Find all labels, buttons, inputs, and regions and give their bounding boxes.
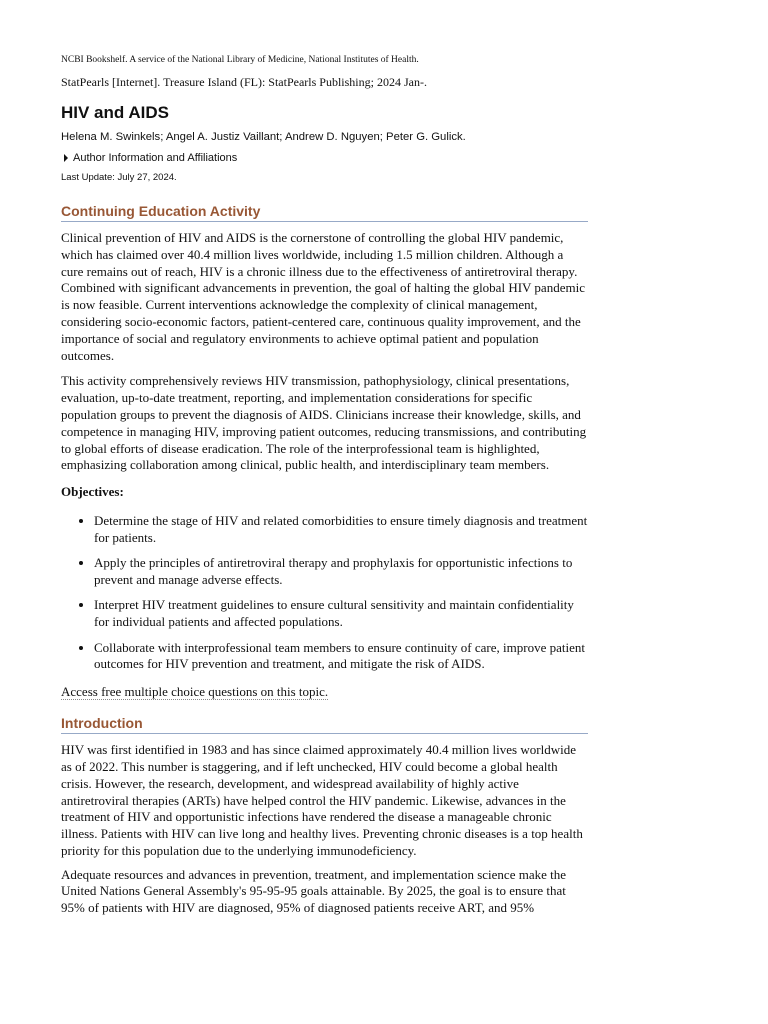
cea-paragraph: This activity comprehensively reviews HIV transmission, pathophysiology, clinical presentations, evaluation, up-to-date treatment, reporting, and implementation considerations for specific population groups to prevent the diagnosis of AIDS. Clinicians increase their knowledge, skills, and competence in managing HIV, improving patient outcomes, reducing transmissions, and contributing to global efforts of disease eradication. The role of the interprofessional team is highlighted, emphasizing collaboration among clinical, public health, and interdisciplinary team members.: [61, 373, 587, 473]
mcq-link[interactable]: Access free multiple choice questions on this topic.: [61, 684, 329, 700]
author-list: Helena M. Swinkels; Angel A. Justiz Vaillant; Andrew D. Nguyen; Peter G. Gulick.: [61, 131, 466, 143]
ncbi-service-line: NCBI Bookshelf. A service of the National Library of Medicine, National Institutes of Health.: [61, 55, 419, 65]
last-update: Last Update: July 27, 2024.: [61, 172, 177, 183]
section-heading-cea: Continuing Education Activity: [61, 202, 588, 222]
page-title: HIV and AIDS: [61, 103, 169, 122]
objective-item: • Determine the stage of HIV and related comorbidities to ensure timely diagnosis and treatment for patients.: [94, 513, 588, 547]
article-body: [61, 202, 588, 917]
mcq-link-line: [61, 683, 588, 700]
objective-item: • Interpret HIV treatment guidelines to ensure cultural sensitivity and maintain confidentiality for individual patients and affected populations.: [94, 597, 588, 631]
section-heading-introduction: Introduction: [61, 714, 588, 734]
caret-right-icon: [64, 154, 68, 162]
objective-item: • Collaborate with interprofessional team members to ensure continuity of care, improve patient outcomes for HIV prevention and treatment, and mitigate the risk of AIDS.: [94, 640, 588, 674]
cea-paragraph: Clinical prevention of HIV and AIDS is the cornerstone of controlling the global HIV pandemic, which has claimed over 40.4 million lives worldwide, including 1.5 million children. Although a cure remains out of reach, HIV is a chronic illness due to the effectiveness of antiretroviral therapy. Combined with significant advancements in prevention, the goal of halting the global HIV pandemic is now feasible. Current interventions acknowledge the complexity of clinical management, considering socio-economic factors, patient-centered care, continuous quality improvement, and the importance of social and regulatory environments to achieve optimal patient and population outcomes.: [61, 230, 585, 363]
author-affiliations-label: Author Information and Affiliations: [73, 152, 238, 164]
intro-paragraph: Adequate resources and advances in prevention, treatment, and implementation science make the United Nations General Assembly's 95-95-95 goals attainable. By 2025, the goal is to ensure that 95% of patients with HIV are diagnosed, 95% of diagnosed patients receive ART, and 95%: [61, 866, 566, 916]
citation-line: StatPearls [Internet]. Treasure Island (FL): StatPearls Publishing; 2024 Jan-.: [61, 75, 427, 89]
intro-paragraph: HIV was first identified in 1983 and has since claimed approximately 40.4 million lives worldwide as of 2022. This number is staggering, and if left unchecked, HIV could become a global health crisis. However, the research, development, and widespread availability of highly active antiretroviral therapies (ARTs) have helped control the HIV pandemic. Likewise, advances in the treatment of HIV and opportunistic infections have rendered the disease a manageable chronic illness. Patients with HIV can live long and healthy lives. Preventing chronic diseases is a top health priority for this population due to the underlying immunodeficiency.: [61, 742, 583, 858]
objective-item: • Apply the principles of antiretroviral therapy and prophylaxis for opportunistic infections to prevent and manage adverse effects.: [94, 555, 588, 589]
author-affiliations-toggle[interactable]: [64, 152, 237, 164]
objectives-list: [61, 513, 588, 673]
objectives-label: Objectives:: [61, 484, 124, 500]
